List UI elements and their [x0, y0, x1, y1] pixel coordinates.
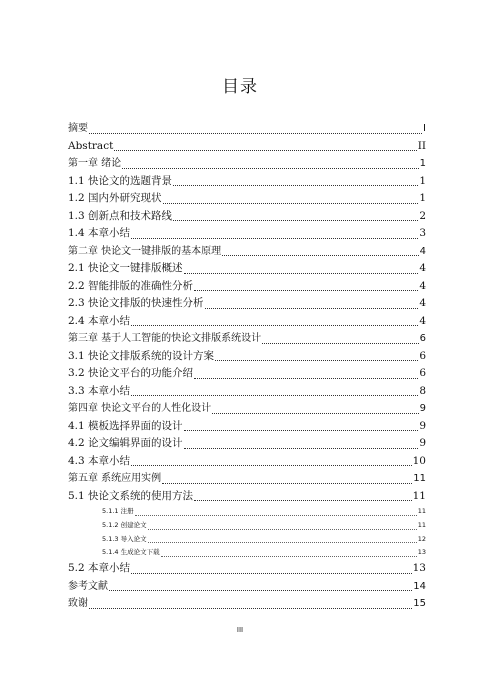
toc-entry-page-number: 4 [419, 279, 426, 292]
toc-entry-label: 2.4 本章小结 [68, 314, 131, 327]
toc-entry [68, 470, 426, 488]
dot-leader [114, 150, 416, 151]
toc-entry-label: 4.1 模板选择界面的设计 [68, 419, 183, 432]
toc-entry-label: 2.2 智能排版的准确性分析 [68, 279, 194, 292]
toc-entry-page-number: 4 [419, 314, 426, 327]
dot-leader [194, 378, 418, 379]
toc-entry [68, 435, 426, 453]
page-number-footer: III [236, 626, 244, 634]
toc-entry-label: 1.2 国内外研究现状 [68, 192, 162, 204]
dot-leader [205, 308, 419, 309]
toc-entry [68, 488, 426, 506]
dot-leader [194, 500, 412, 501]
toc-entry [68, 546, 426, 560]
toc-entry-label: 第二章 快论文一键排版的基本原理 [68, 245, 222, 257]
toc-entry [68, 383, 426, 401]
toc-entry-page-number: 11 [412, 489, 426, 502]
dot-leader [131, 465, 412, 466]
toc-entry [68, 348, 426, 366]
toc-entry-page-number: 11 [417, 520, 426, 529]
toc-entry [68, 505, 426, 519]
toc-entry-label: 第三章 基于人工智能的快论文排版系统设计 [68, 333, 262, 344]
toc-entry [68, 533, 426, 547]
toc-entry-label: 2.1 快论文一键排版概述 [68, 262, 183, 274]
toc-entry [68, 519, 426, 533]
toc-entry-page-number: 4 [419, 297, 426, 309]
toc-entry-label: 5.1 快论文系统的使用方法 [68, 489, 194, 502]
toc-title: 目录 [222, 77, 258, 97]
toc-entry-page-number: 12 [417, 534, 426, 543]
toc-entry [68, 400, 426, 418]
toc-entry [68, 418, 426, 436]
toc-entry [68, 243, 426, 261]
toc-entry-page-number: 9 [419, 419, 426, 432]
dot-leader [161, 556, 417, 557]
dot-leader [184, 448, 419, 449]
toc-entry-page-number: 6 [419, 367, 426, 379]
toc-entry-label: 4.3 本章小结 [68, 454, 131, 467]
toc-entry-page-number: 14 [413, 580, 426, 592]
dot-leader [109, 590, 412, 591]
toc-entry-label: 5.1.1 注册 [102, 507, 134, 515]
toc-entry [68, 138, 426, 156]
toc-entry-page-number: 13 [417, 548, 426, 557]
toc-entry [68, 120, 426, 138]
toc-entry-label: 第五章 系统应用实例 [68, 473, 162, 484]
dot-leader [215, 360, 418, 361]
toc-entry-page-number: 1 [419, 192, 426, 204]
toc-entry-page-number: 4 [419, 245, 426, 257]
toc-entry-label: 摘要 [68, 123, 88, 134]
dot-leader [184, 273, 419, 274]
toc-entry-page-number: 13 [412, 562, 426, 575]
toc-entry-page-number: 6 [419, 349, 426, 362]
toc-entry-page-number: II [417, 139, 426, 152]
toc-entry [68, 190, 426, 208]
toc-entry [68, 225, 426, 243]
toc-entry-page-number: 9 [419, 437, 426, 449]
toc-entry [68, 595, 426, 613]
toc-entry-label: 第四章 快论文平台的人性化设计 [68, 403, 212, 414]
dot-leader [222, 255, 418, 256]
toc-entry-page-number: 3 [419, 227, 426, 239]
toc-entry-label: 1.4 本章小结 [68, 227, 131, 239]
dot-leader [262, 343, 418, 344]
toc-entry [68, 155, 426, 173]
toc-entry-label: 5.2 本章小结 [68, 562, 131, 575]
toc-entry-label: 3.2 快论文平台的功能介绍 [68, 367, 194, 379]
dot-leader [148, 542, 417, 543]
toc-entry-label: 1.1 快论文的选题背景 [68, 174, 173, 187]
toc-entry [68, 560, 426, 578]
dot-leader [135, 515, 417, 516]
dot-leader [131, 395, 418, 396]
toc-entry-label: 1.3 创新点和技术路线 [68, 209, 173, 222]
table-of-contents [68, 120, 426, 613]
dot-leader [184, 430, 419, 431]
toc-entry-label: 3.1 快论文排版系统的设计方案 [68, 349, 215, 362]
dot-leader [131, 325, 418, 326]
toc-entry-page-number: 10 [412, 454, 426, 467]
toc-entry [68, 453, 426, 471]
dot-leader [162, 483, 412, 484]
toc-entry-label: 第一章 绪论 [68, 158, 122, 169]
toc-entry-label: 3.3 本章小结 [68, 384, 131, 397]
toc-entry-page-number: 11 [413, 473, 426, 484]
dot-leader [163, 203, 419, 204]
toc-entry-page-number: 9 [419, 403, 426, 414]
dot-leader [131, 573, 412, 574]
toc-entry-label: 5.1.2 创建论文 [102, 520, 147, 529]
toc-entry-label: 4.2 论文编辑界面的设计 [68, 437, 183, 449]
toc-entry [68, 173, 426, 191]
toc-entry [68, 365, 426, 383]
toc-entry [68, 208, 426, 226]
toc-entry-label: 参考文献 [68, 580, 108, 592]
toc-entry-page-number: 1 [419, 158, 426, 169]
toc-entry-page-number: 1 [419, 174, 426, 187]
toc-entry-page-number: 6 [419, 333, 426, 344]
dot-leader [89, 608, 412, 609]
dot-leader [131, 238, 418, 239]
dot-leader [89, 133, 422, 134]
toc-entry-page-number: 4 [419, 262, 426, 274]
toc-entry-page-number: 11 [417, 507, 426, 515]
dot-leader [122, 168, 418, 169]
dot-leader [173, 185, 418, 186]
toc-entry-page-number: I [423, 123, 426, 134]
toc-entry [68, 330, 426, 348]
toc-entry-label: 2.3 快论文排版的快速性分析 [68, 297, 204, 309]
toc-entry [68, 578, 426, 596]
toc-entry [68, 278, 426, 296]
toc-entry-page-number: 15 [413, 598, 426, 610]
toc-entry-label: 致谢 [68, 598, 88, 610]
toc-entry-page-number: 2 [419, 209, 426, 222]
toc-entry [68, 313, 426, 331]
dot-leader [212, 413, 418, 414]
toc-entry-label: Abstract [68, 139, 114, 152]
toc-entry-label: 5.1.4 生成论文下载 [102, 548, 160, 557]
toc-entry-label: 5.1.3 导入论文 [102, 534, 147, 543]
toc-entry-page-number: 8 [419, 384, 426, 397]
dot-leader [173, 220, 418, 221]
toc-entry [68, 260, 426, 278]
dot-leader [194, 290, 418, 291]
dot-leader [148, 529, 417, 530]
toc-entry [68, 295, 426, 313]
